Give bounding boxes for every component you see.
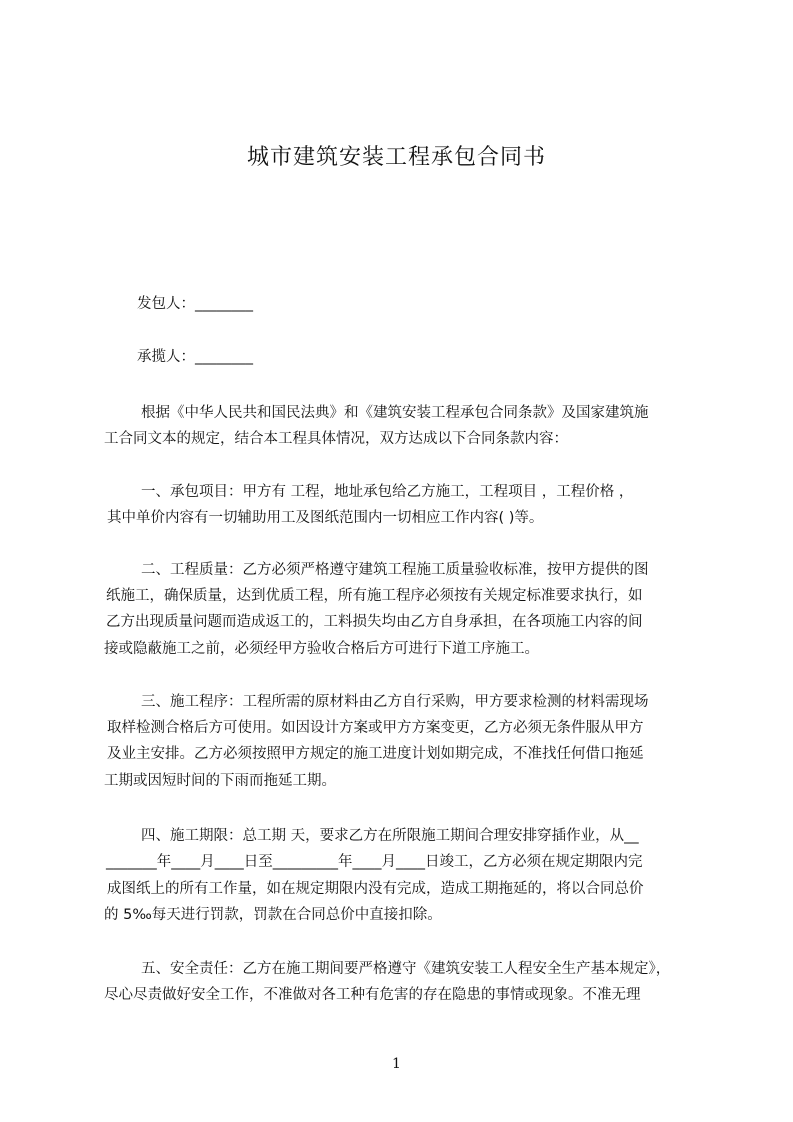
clause4-line-1: 四、施工期限：总工期 天，要求乙方在所限施工期间合理安排穿插作业，从__ (141, 828, 639, 844)
clause1-line-1: 一、承包项目：甲方有 工程，地址承包给乙方施工，工程项目 ，工程价格 ， (141, 484, 634, 500)
clause2-line-2: 纸施工，确保质量，达到优质工程，所有施工程序必须按有关规定标准要求执行，如 (106, 588, 643, 604)
clause2-line-4: 接或隐蔽施工之前，必须经甲方验收合格后方可进行下道工序施工。 (104, 641, 539, 657)
clause4-line-3: 成图纸上的所有工作量，如在规定期限内没有完成，造成工期拖延的，将以合同总价 (107, 881, 644, 897)
clause5-line-1: 五、安全责任：乙方在施工期间要严格遵守《建筑安装工人程安全生产基本规定》， (141, 961, 671, 977)
intro-line-1: 根据《中华人民共和国民法典》和《建筑安装工程承包合同条款》及国家建筑施 (141, 405, 649, 421)
page-number: 1 (392, 1056, 401, 1072)
intro-line-2: 工合同文本的规定，结合本工程具体情况，双方达成以下合同条款内容： (104, 431, 568, 447)
clause4-line-2: _______年____月____日至_________年____月____日竣工，乙方必须在规定期限内完 (106, 854, 643, 870)
clause2-line-3: 乙方出现质量问题而造成返工的，工料损失均由乙方自身承担，在各项施工内容的间 (106, 614, 643, 630)
party-a-line: 发包人：________ (137, 296, 253, 312)
clause3-line-3: 及业主安排。乙方必须按照甲方规定的施工进度计划如期完成，不准找任何借口拖延 (107, 746, 644, 762)
clause3-line-1: 三、施工程序：工程所需的原材料由乙方自行采购，甲方要求检测的材料需现场 (141, 694, 649, 710)
clause3-line-2: 取样检测合格后方可使用。如因设计方案或甲方方案变更，乙方必须无条件服从甲方 (107, 720, 644, 736)
clause3-line-4: 工期或因短时间的下雨而拖延工期。 (104, 773, 336, 789)
document-title: 城市建筑安装工程承包合同书 (246, 145, 546, 170)
clause1-line-2: 其中单价内容有一切辅助用工及图纸范围内一切相应工作内容( )等。 (107, 510, 544, 526)
clause5-line-2: 尽心尽责做好安全工作，不准做对各工种有危害的存在隐患的事情或现象。不准无理 (104, 987, 641, 1003)
clause2-line-1: 二、工程质量：乙方必须严格遵守建筑工程施工质量验收标准，按甲方提供的图 (141, 562, 649, 578)
clause4-line-4: 的 5‰每天进行罚款，罚款在合同总价中直接扣除。 (104, 907, 442, 923)
party-b-line: 承揽人：________ (137, 349, 253, 365)
